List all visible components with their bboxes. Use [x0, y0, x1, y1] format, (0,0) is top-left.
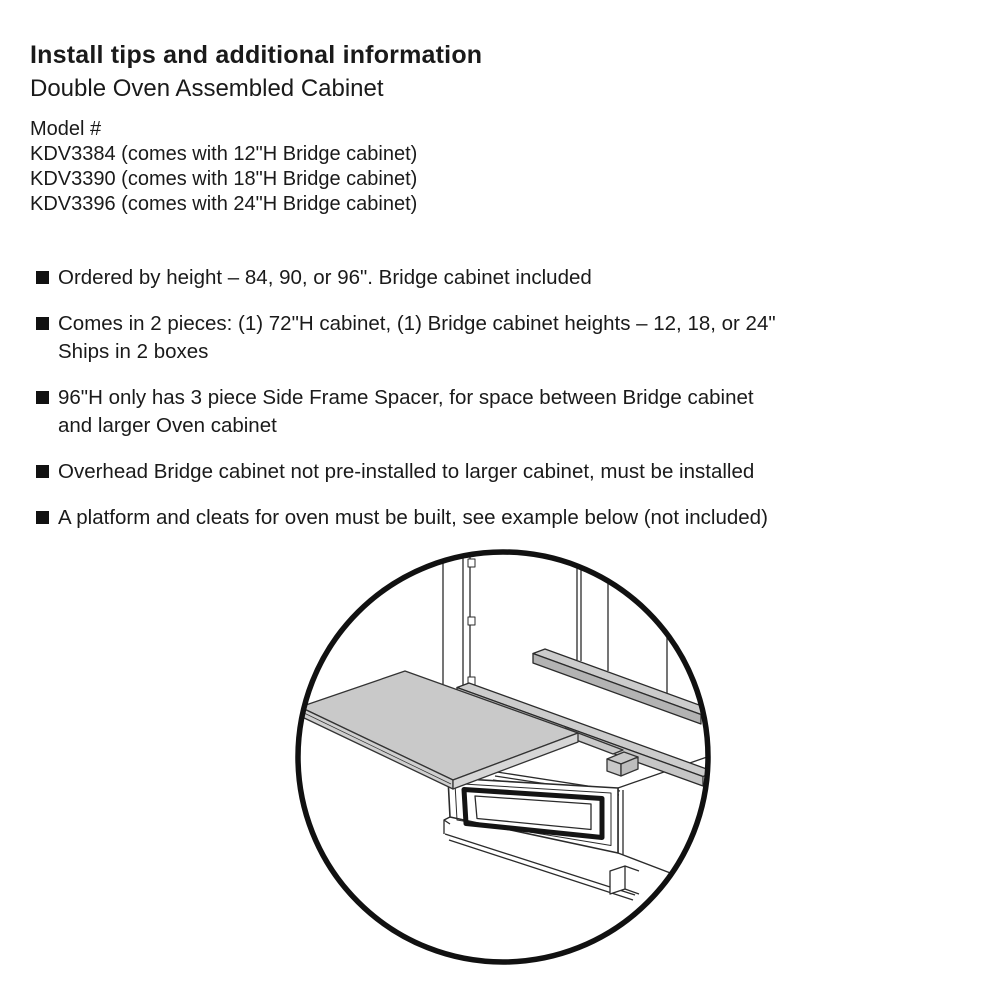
- bullet-line: 96"H only has 3 piece Side Frame Spacer, for space between Bridge cabinet: [58, 386, 754, 409]
- model-item: KDV3390 (comes with 18"H Bridge cabinet): [30, 168, 418, 190]
- list-item: [36, 310, 776, 366]
- bullet-line: A platform and cleats for oven must be built, see example below (not included): [58, 506, 768, 529]
- list-item: [36, 458, 776, 486]
- bullet-text: [58, 310, 776, 366]
- install-tips-list: [36, 264, 776, 550]
- oven-drawer-front: [448, 778, 618, 853]
- model-number-list: [30, 117, 417, 217]
- bullet-line: and larger Oven cabinet: [58, 414, 277, 437]
- square-bullet-icon: [36, 317, 49, 330]
- page-title: Install tips and additional information: [30, 41, 483, 69]
- install-example-illustration: [283, 537, 723, 977]
- square-bullet-icon: [36, 465, 49, 478]
- bullet-text: [58, 384, 754, 440]
- list-item: [36, 264, 776, 292]
- model-label: Model #: [30, 118, 102, 140]
- square-bullet-icon: [36, 391, 49, 404]
- bullet-text: [58, 458, 754, 486]
- bullet-line: Ships in 2 boxes: [58, 340, 209, 363]
- square-bullet-icon: [36, 511, 49, 524]
- bullet-text: [58, 264, 592, 292]
- hinge-peg-icons: [468, 559, 475, 685]
- page-subtitle: Double Oven Assembled Cabinet: [30, 75, 384, 102]
- bullet-line: Overhead Bridge cabinet not pre-installed to larger cabinet, must be installed: [58, 460, 755, 483]
- upper-cabinet-frame-lines: [443, 544, 667, 696]
- list-item: [36, 384, 776, 440]
- model-item: KDV3396 (comes with 24"H Bridge cabinet): [30, 193, 418, 215]
- platform-board: [300, 671, 578, 789]
- square-bullet-icon: [36, 271, 49, 284]
- bullet-line: Ordered by height – 84, 90, or 96". Bridge cabinet included: [58, 266, 592, 289]
- bullet-line: Comes in 2 pieces: (1) 72"H cabinet, (1) Bridge cabinet heights – 12, 18, or 24": [58, 312, 776, 335]
- bullet-text: [58, 504, 768, 532]
- model-item: KDV3384 (comes with 12"H Bridge cabinet): [30, 143, 418, 165]
- list-item: [36, 504, 776, 532]
